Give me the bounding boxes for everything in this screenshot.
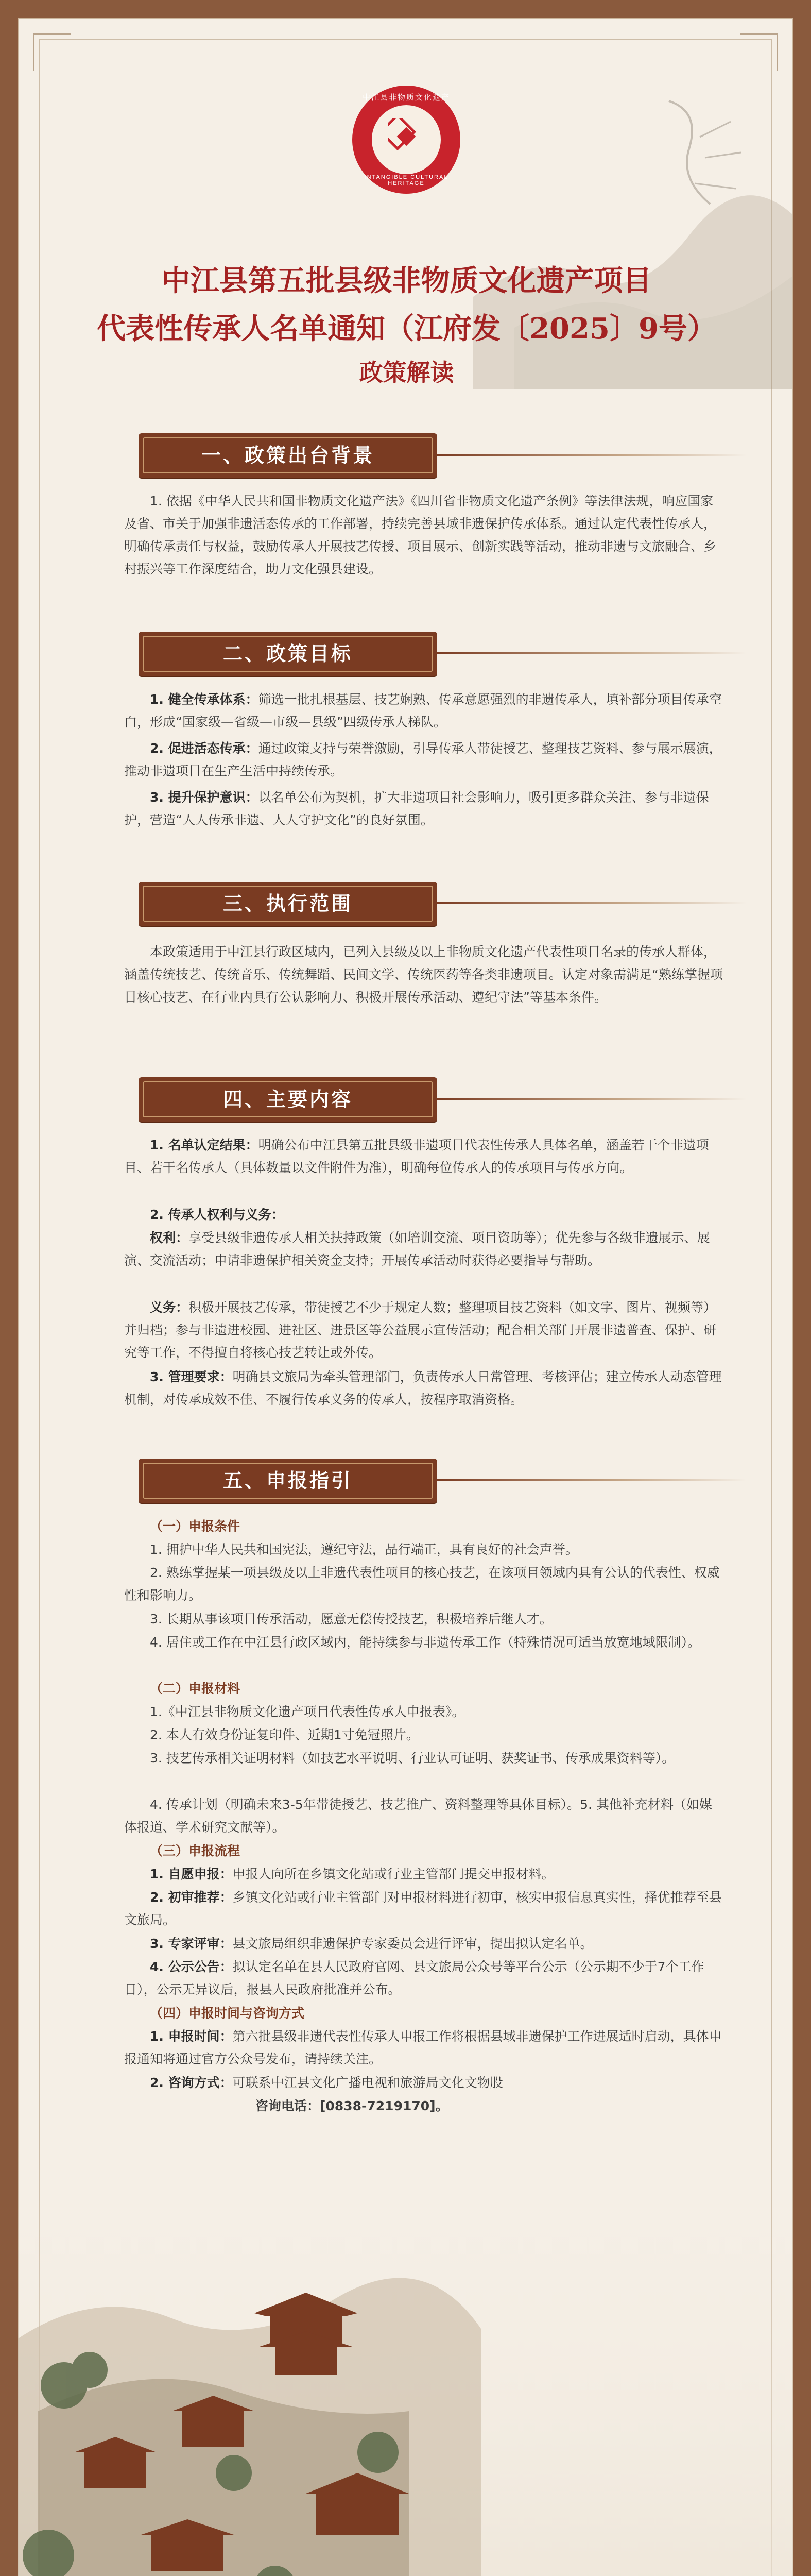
- section-heading-scope: 三、执行范围: [139, 882, 437, 926]
- heritage-emblem-icon: [388, 118, 424, 155]
- section-paragraph: 1. 健全传承体系：筛选一批扎根基层、技艺娴熟、传承意愿强烈的非遗传承人，填补部分项目传承空白，形成“国家级—省级—市级—县级”四级传承人梯队。: [124, 692, 722, 730]
- subsection-title: （四）申报时间与咨询方式: [150, 2006, 305, 2021]
- list-item: 3. 技艺传承相关证明材料（如技艺水平说明、行业认可证明、获奖证书、传承成果资料等）。: [150, 1751, 675, 1766]
- section-paragraph: 权利：享受县级非遗传承人相关扶持政策（如培训交流、项目资助等）；优先参与各级非遗展示、展演、交流活动；申请非遗保护相关资金支持；开展传承活动时获得必要指导与帮助。: [124, 1230, 710, 1268]
- page-title-line2: 代表性传承人名单通知（江府发〔2025〕9号）: [97, 312, 716, 346]
- list-item: 2. 本人有效身份证复印件、近期1寸免冠照片。: [150, 1727, 419, 1742]
- section-paragraph: 2. 传承人权利与义务：: [150, 1207, 284, 1222]
- section-paragraph: 3. 管理要求：明确县文旅局为牵头管理部门，负责传承人日常管理、考核评估；建立传承人动态管理机制，对传承成效不佳、不履行传承义务的传承人，按程序取消资格。: [124, 1369, 722, 1407]
- logo-bottom-text: INTANGIBLE CULTURAL HERITAGE: [364, 174, 448, 187]
- corner-ornament: [740, 33, 778, 71]
- heritage-logo: [352, 86, 460, 194]
- subsection-title: （一）申报条件: [150, 1519, 240, 1534]
- list-item: 1. 拥护中华人民共和国宪法，遵纪守法，品行端正，具有良好的社会声誉。: [150, 1542, 578, 1557]
- ancient-town-illustration: [18, 2143, 793, 2576]
- page-title-line1: 中江县第五批县级非物质文化遗产项目: [161, 264, 652, 298]
- page-title-line3: 政策解读: [359, 359, 454, 386]
- section-paragraph: 1. 依据《中华人民共和国非物质文化遗产法》《四川省非物质文化遗产条例》等法律法规，响应国家及省、市关于加强非遗活态传承的工作部署，持续完善县域非遗保护传承体系。通过认定代表性传承人，明确传承责任与权益，鼓励传承人开展技艺传授、项目展示、创新实践等活动，推动非遗与文旅融合、乡村振兴等工作深度结合，助力文化强县建设。: [124, 494, 717, 577]
- list-item: 1.《中江县非物质文化遗产项目代表性传承人申报表》。: [150, 1704, 465, 1719]
- section-paragraph: 2. 促进活态传承：通过政策支持与荣誉激励，引导传承人带徒授艺、整理技艺资料、参与展示展演，推动非遗项目在生产生活中持续传承。: [124, 741, 722, 778]
- list-item: 1. 申报时间：第六批县级非遗代表性传承人申报工作将根据县域非遗保护工作进展适时启动，具体申报通知将通过官方公众号发布，请持续关注。: [124, 2029, 722, 2066]
- list-item: 2. 熟练掌握某一项县级及以上非遗代表性项目的核心技艺，在该项目领域内具有公认的代表性、权威性和影响力。: [124, 1565, 720, 1603]
- list-item: 4. 传承计划（明确未来3-5年带徒授艺、技艺推广、资料整理等具体目标）。5. 其他补充材料（如媒体报道、学术研究文献等）。: [124, 1797, 712, 1835]
- list-item: 2. 咨询方式：可联系中江县文化广播电视和旅游局文化文物股: [150, 2075, 503, 2090]
- list-item: 3. 长期从事该项目传承活动，愿意无偿传授技艺，积极培养后继人才。: [150, 1612, 553, 1626]
- section-paragraph: 本政策适用于中江县行政区域内，已列入县级及以上非物质文化遗产代表性项目名录的传承人群体，涵盖传统技艺、传统音乐、传统舞蹈、民间文学、传统医药等各类非遗项目。认定对象需满足“熟练掌握项目核心技艺、在行业内具有公认影响力、积极开展传承活动、遵纪守法”等基本条件。: [124, 944, 723, 1005]
- list-item: 4. 居住或工作在中江县行政区域内，能持续参与非遗传承工作（特殊情况可适当放宽地域限制）。: [150, 1635, 701, 1650]
- section-paragraph: 1. 名单认定结果：明确公布中江县第五批县级非遗项目代表性传承人具体名单，涵盖若干个非遗项目、若干名传承人（具体数量以文件附件为准），明确每位传承人的传承项目与传承方向。: [124, 1138, 709, 1175]
- list-item: 2. 初审推荐：乡镇文化站或行业主管部门对申报材料进行初审，核实申报信息真实性，择优推荐至县文旅局。: [124, 1890, 722, 1927]
- section-heading-background: 一、政策出台背景: [139, 433, 437, 478]
- subsection-title: （二）申报材料: [150, 1681, 240, 1696]
- section-heading-goals: 二、政策目标: [139, 632, 437, 676]
- subsection-title: （三）申报流程: [150, 1843, 240, 1858]
- corner-ornament: [33, 33, 71, 71]
- section-heading-content: 四、主要内容: [139, 1077, 437, 1122]
- logo-top-text: 中江县非物质文化遗产: [362, 93, 450, 102]
- list-item: 4. 公示公告：拟认定名单在县人民政府官网、县文旅局公众号等平台公示（公示期不少于7个工作日），公示无异议后，报县人民政府批准并公布。: [124, 1959, 704, 1997]
- list-item: 1. 自愿申报：申报人向所在乡镇文化站或行业主管部门提交申报材料。: [150, 1867, 555, 1882]
- section-heading-guide: 五、申报指引: [139, 1459, 437, 1503]
- section-paragraph: 3. 提升保护意识：以名单公布为契机，扩大非遗项目社会影响力，吸引更多群众关注、参与非遗保护，营造“人人传承非遗、人人守护文化”的良好氛围。: [124, 790, 709, 827]
- section-paragraph: 义务：积极开展技艺传承，带徒授艺不少于规定人数；整理项目技艺资料（如文字、图片、视频等）并归档；参与非遗进校园、进社区、进景区等公益展示宣传活动；配合相关部门开展非遗普查、保护、研究等工作，不得擅自将核心技艺转让或外传。: [124, 1300, 717, 1360]
- contact-phone: 咨询电话：[0838-7219170]。: [255, 2098, 448, 2113]
- list-item: 3. 专家评审：县文旅局组织非遗保护专家委员会进行评审，提出拟认定名单。: [150, 1936, 593, 1951]
